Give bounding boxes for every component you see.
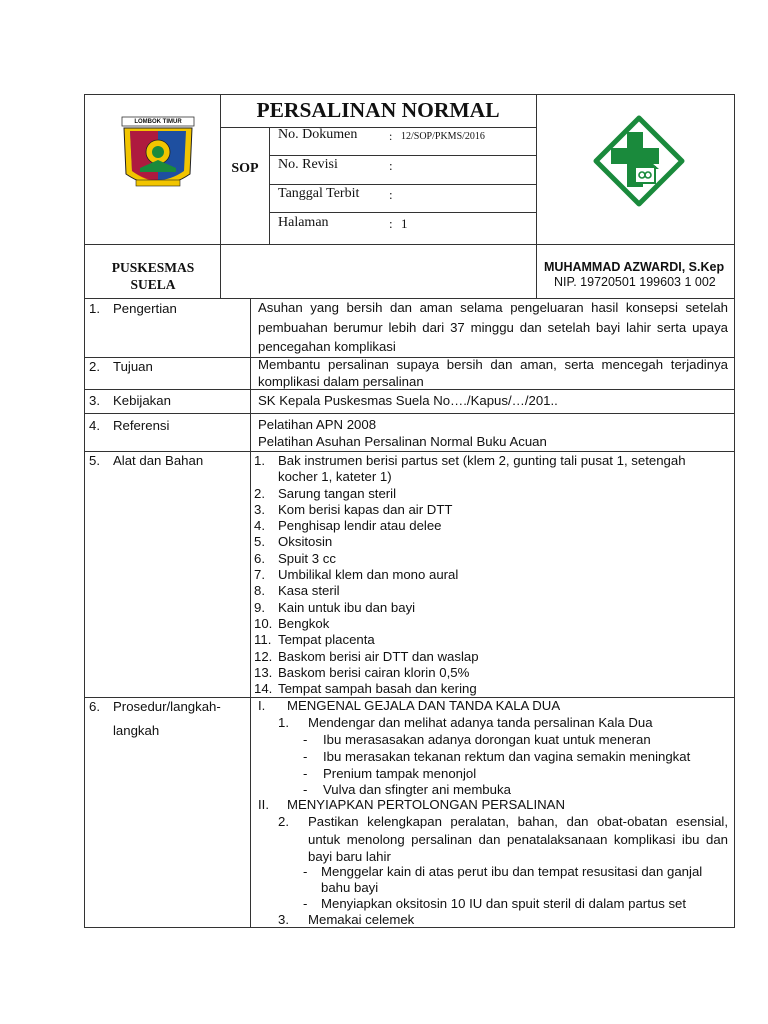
prosedur-b1-3: Prenium tampak menonjol [323,766,477,781]
alat-item-text: Bengkok [278,615,330,631]
alat-item-number: 12. [254,648,273,664]
border-row-3 [84,413,735,414]
alat-item-text: Tempat sampah basah dan kering [278,681,477,697]
row-text-kebijakan: SK Kepala Puskesmas Suela No…./Kapus/…/201.. [258,393,558,408]
sop-label: SOP [231,161,259,176]
alat-item-text-cont: kocher 1, kateter 1) [278,469,392,485]
border-title-bottom [220,127,536,128]
row-num-referensi: 4. [89,418,100,433]
alat-item [254,567,732,583]
alat-item [254,453,732,486]
bullet-dash: - [303,896,308,911]
alat-item-number: 10. [254,615,273,631]
prosedur-h2-num: II. [258,797,269,812]
institution-name-line1: PUSKESMAS [111,260,195,275]
institution-name-line2: SUELA [130,277,176,292]
alat-item-text: Kain untuk ibu dan bayi [278,599,416,615]
logo-left-caption: LOMBOK TIMUR [134,119,182,125]
alat-item [254,632,732,648]
alat-item-number: 7. [254,567,265,583]
alat-item-number: 5. [254,534,265,550]
prosedur-s1-num: 1. [278,715,289,730]
row-label-tujuan: Tujuan [113,359,153,374]
prosedur-b1-1: Ibu merasasakan adanya dorongan kuat untuk meneran [323,732,651,747]
row-text-referensi-2: Pelatihan Asuhan Persalinan Normal Buku Acuan [258,434,547,449]
alat-item-number: 9. [254,599,265,615]
alat-item-text: Baskom berisi air DTT dan waslap [278,648,479,664]
prosedur-b1-4: Vulva dan sfingter ani membuka [323,782,511,797]
meta-sep-tanggal: : [389,187,393,202]
border-col-sop [269,127,270,244]
prosedur-s2-num: 2. [278,814,289,829]
border-left [84,94,85,928]
alat-item [254,518,732,534]
puskesmas-logo [593,115,685,207]
alat-item-text: Sarung tangan steril [278,485,397,501]
row-num-alat: 5. [89,453,100,468]
prosedur-b2-2: Menyiapkan oksitosin 10 IU dan spuit steril di dalam partus set [321,896,687,911]
prosedur-s2: Pastikan kelengkapan peralatan, bahan, dan obat-obatan esensial, untuk menolong persalinan dan penatalaksanaan komplikasi ibu dan bayi baru lahir [308,814,728,864]
alat-item-number: 8. [254,583,265,599]
border-meta-3 [269,212,536,213]
page-title: PERSALINAN NORMAL [256,98,500,122]
alat-item [254,649,732,665]
alat-item-text: Bak instrumen berisi partus set (klem 2, gunting tali pusat 1, setengah [278,453,686,468]
alat-list [254,453,732,697]
alat-item-number: 11. [254,632,272,648]
meta-value-halaman: 1 [401,216,408,231]
meta-label-halaman: Halaman [278,215,329,230]
meta-sep-halaman: : [389,216,393,231]
alat-item-text: Oksitosin [278,534,333,550]
meta-sep-dokumen: : [389,129,393,143]
meta-sep-revisi: : [389,158,393,173]
bullet-dash: - [303,749,308,764]
prosedur-b2-1b: bahu bayi [321,880,379,895]
row-label-referensi: Referensi [113,418,170,433]
alat-item-text: Baskom berisi cairan klorin 0,5% [278,664,470,680]
row-num-pengertian: 1. [89,301,100,316]
border-col-right [536,94,537,298]
row-text-pengertian: Asuhan yang bersih dan aman selama pengeluaran hasil konsepsi setelah pembuahan berumur lebih dari 37 minggu dan setelah bayi lahir serta upaya pencegahan komplikasi [258,300,728,354]
alat-item [254,534,732,550]
alat-item-text: Tempat placenta [278,632,375,648]
bullet-dash: - [303,766,308,781]
row-text-referensi-1: Pelatihan APN 2008 [258,417,377,432]
bullet-dash: - [303,864,308,879]
alat-item-number: 6. [254,550,265,566]
alat-item-number: 13. [254,664,273,680]
signer-name: MUHAMMAD AZWARDI, S.Kep [544,260,725,274]
alat-item-text: Spuit 3 cc [278,550,336,566]
alat-item-text: Kom berisi kapas dan air DTT [278,501,453,517]
alat-item-number: 2. [254,485,265,501]
row-label-kebijakan: Kebijakan [113,393,171,408]
alat-item [254,583,732,599]
alat-item [254,665,732,681]
border-right [734,94,735,928]
row-label-pengertian: Pengertian [113,301,177,316]
alat-item-number: 14. [254,681,273,697]
alat-item-text: Penghisap lendir atau delee [278,518,442,534]
row-label-prosedur-2: langkah [113,723,160,738]
meta-value-dokumen: 12/SOP/PKMS/2016 [401,131,485,142]
lombok-timur-logo [118,116,198,198]
row-num-tujuan: 2. [89,359,100,374]
alat-item [254,486,732,502]
alat-item [254,681,732,697]
alat-item-number: 4. [254,518,265,534]
alat-item-text: Kasa steril [278,583,340,599]
prosedur-s3-num: 3. [278,912,289,927]
meta-label-tanggal: Tanggal Terbit [278,186,360,201]
prosedur-h1-num: I. [258,698,266,713]
border-meta-2 [269,184,536,185]
border-row-4 [84,451,735,452]
row-num-prosedur: 6. [89,699,100,714]
prosedur-b2-1a: Menggelar kain di atas perut ibu dan tempat resusitasi dan ganjal [321,864,703,879]
prosedur-h2: MENYIAPKAN PERTOLONGAN PERSALINAN [287,797,565,812]
signer-nip: NIP. 19720501 199603 1 002 [554,275,716,289]
alat-item [254,502,732,518]
border-top [84,94,735,95]
alat-item-number: 3. [254,501,265,517]
border-col-logo [220,94,221,298]
row-label-prosedur-1: Prosedur/langkah- [113,699,221,714]
row-num-kebijakan: 3. [89,393,100,408]
prosedur-s3: Memakai celemek [308,912,415,927]
bullet-dash: - [303,732,308,747]
alat-item-number: 1. [254,453,265,468]
prosedur-b1-2: Ibu merasakan tekanan rektum dan vagina semakin meningkat [323,749,691,764]
row-label-alat: Alat dan Bahan [113,453,204,468]
prosedur-h1: MENGENAL GEJALA DAN TANDA KALA DUA [287,698,561,713]
bullet-dash: - [303,782,308,797]
alat-item [254,600,732,616]
meta-label-revisi: No. Revisi [278,157,338,172]
border-header-bottom [84,244,735,245]
alat-item-text: Umbilikal klem dan mono aural [278,567,459,583]
alat-item [254,551,732,567]
prosedur-s1: Mendengar dan melihat adanya tanda persalinan Kala Dua [308,715,653,730]
alat-item [254,616,732,632]
meta-label-dokumen: No. Dokumen [278,127,358,142]
border-col-label [250,298,251,928]
border-meta-1 [269,155,536,156]
row-text-tujuan: Membantu persalinan supaya bersih dan aman, serta mencegah terjadinya komplikasi dalam persalinan [258,357,728,389]
